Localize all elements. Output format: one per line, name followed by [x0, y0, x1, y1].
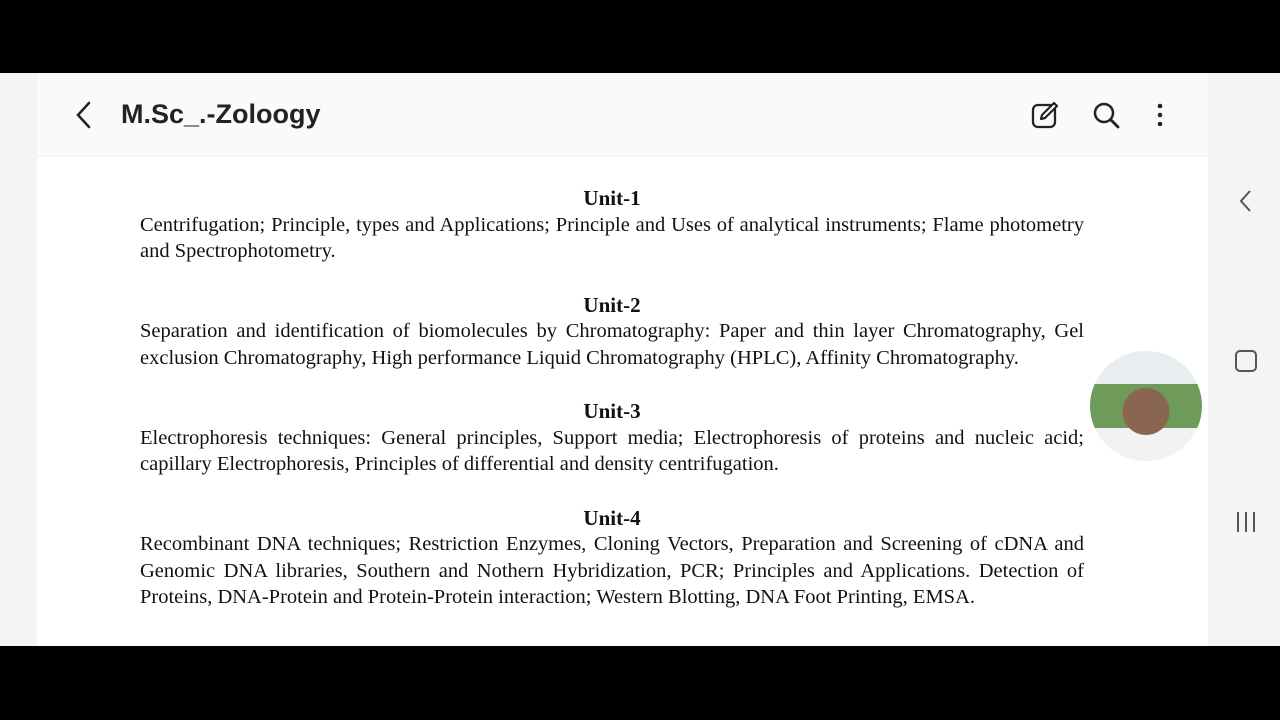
edit-icon[interactable] — [1029, 99, 1061, 131]
unit-heading: Unit-2 — [583, 292, 641, 317]
unit-heading: Unit-4 — [583, 505, 641, 530]
unit-text: Separation and identification of biomolecules by Chromatography: Paper and thin layer Chromatography, Gel exclusion Chromatography, High performance Liquid Chromatography (HPLC), Affinity Chromatography. — [140, 320, 1084, 369]
system-nav-bar — [1208, 73, 1280, 646]
phone-screen — [0, 73, 1280, 646]
document-content — [140, 185, 1084, 638]
unit-heading: Unit-1 — [583, 186, 641, 210]
more-vertical-icon[interactable] — [1144, 99, 1176, 131]
search-icon[interactable] — [1090, 99, 1122, 131]
nav-recents-icon[interactable] — [1232, 508, 1260, 536]
document-viewer — [37, 73, 1208, 646]
top-letterbox — [0, 0, 1280, 73]
page-title: M.Sc_.-Zoloogy — [121, 99, 321, 129]
back-icon[interactable] — [71, 99, 97, 131]
unit-heading: Unit-3 — [583, 399, 641, 423]
nav-home-icon[interactable] — [1232, 347, 1260, 375]
bottom-letterbox — [0, 646, 1280, 720]
unit-text: Electrophoresis techniques: General principles, Support media; Electrophoresis of proteins and nucleic acid; capillary Electrophoresis, Principles of differential and density centrifugation. — [140, 426, 1084, 475]
app-header — [37, 73, 1208, 157]
unit-text: Centrifugation; Principle, types and Applications; Principle and Uses of analytical instruments; Flame photometry and Spectrophotometry. — [140, 213, 1084, 262]
webcam-overlay — [1090, 351, 1202, 461]
unit-text: Recombinant DNA techniques; Restriction Enzymes, Cloning Vectors, Preparation and Screening of cDNA and Genomic DNA libraries, Southern and Nothern Hybridization, PCR; Principles and Applications. Detection of Proteins, DNA-Protein and Protein-Protein interaction; Western Blotting, DNA Foot Printing, EMSA. — [140, 533, 1084, 608]
nav-back-icon[interactable] — [1232, 187, 1260, 215]
